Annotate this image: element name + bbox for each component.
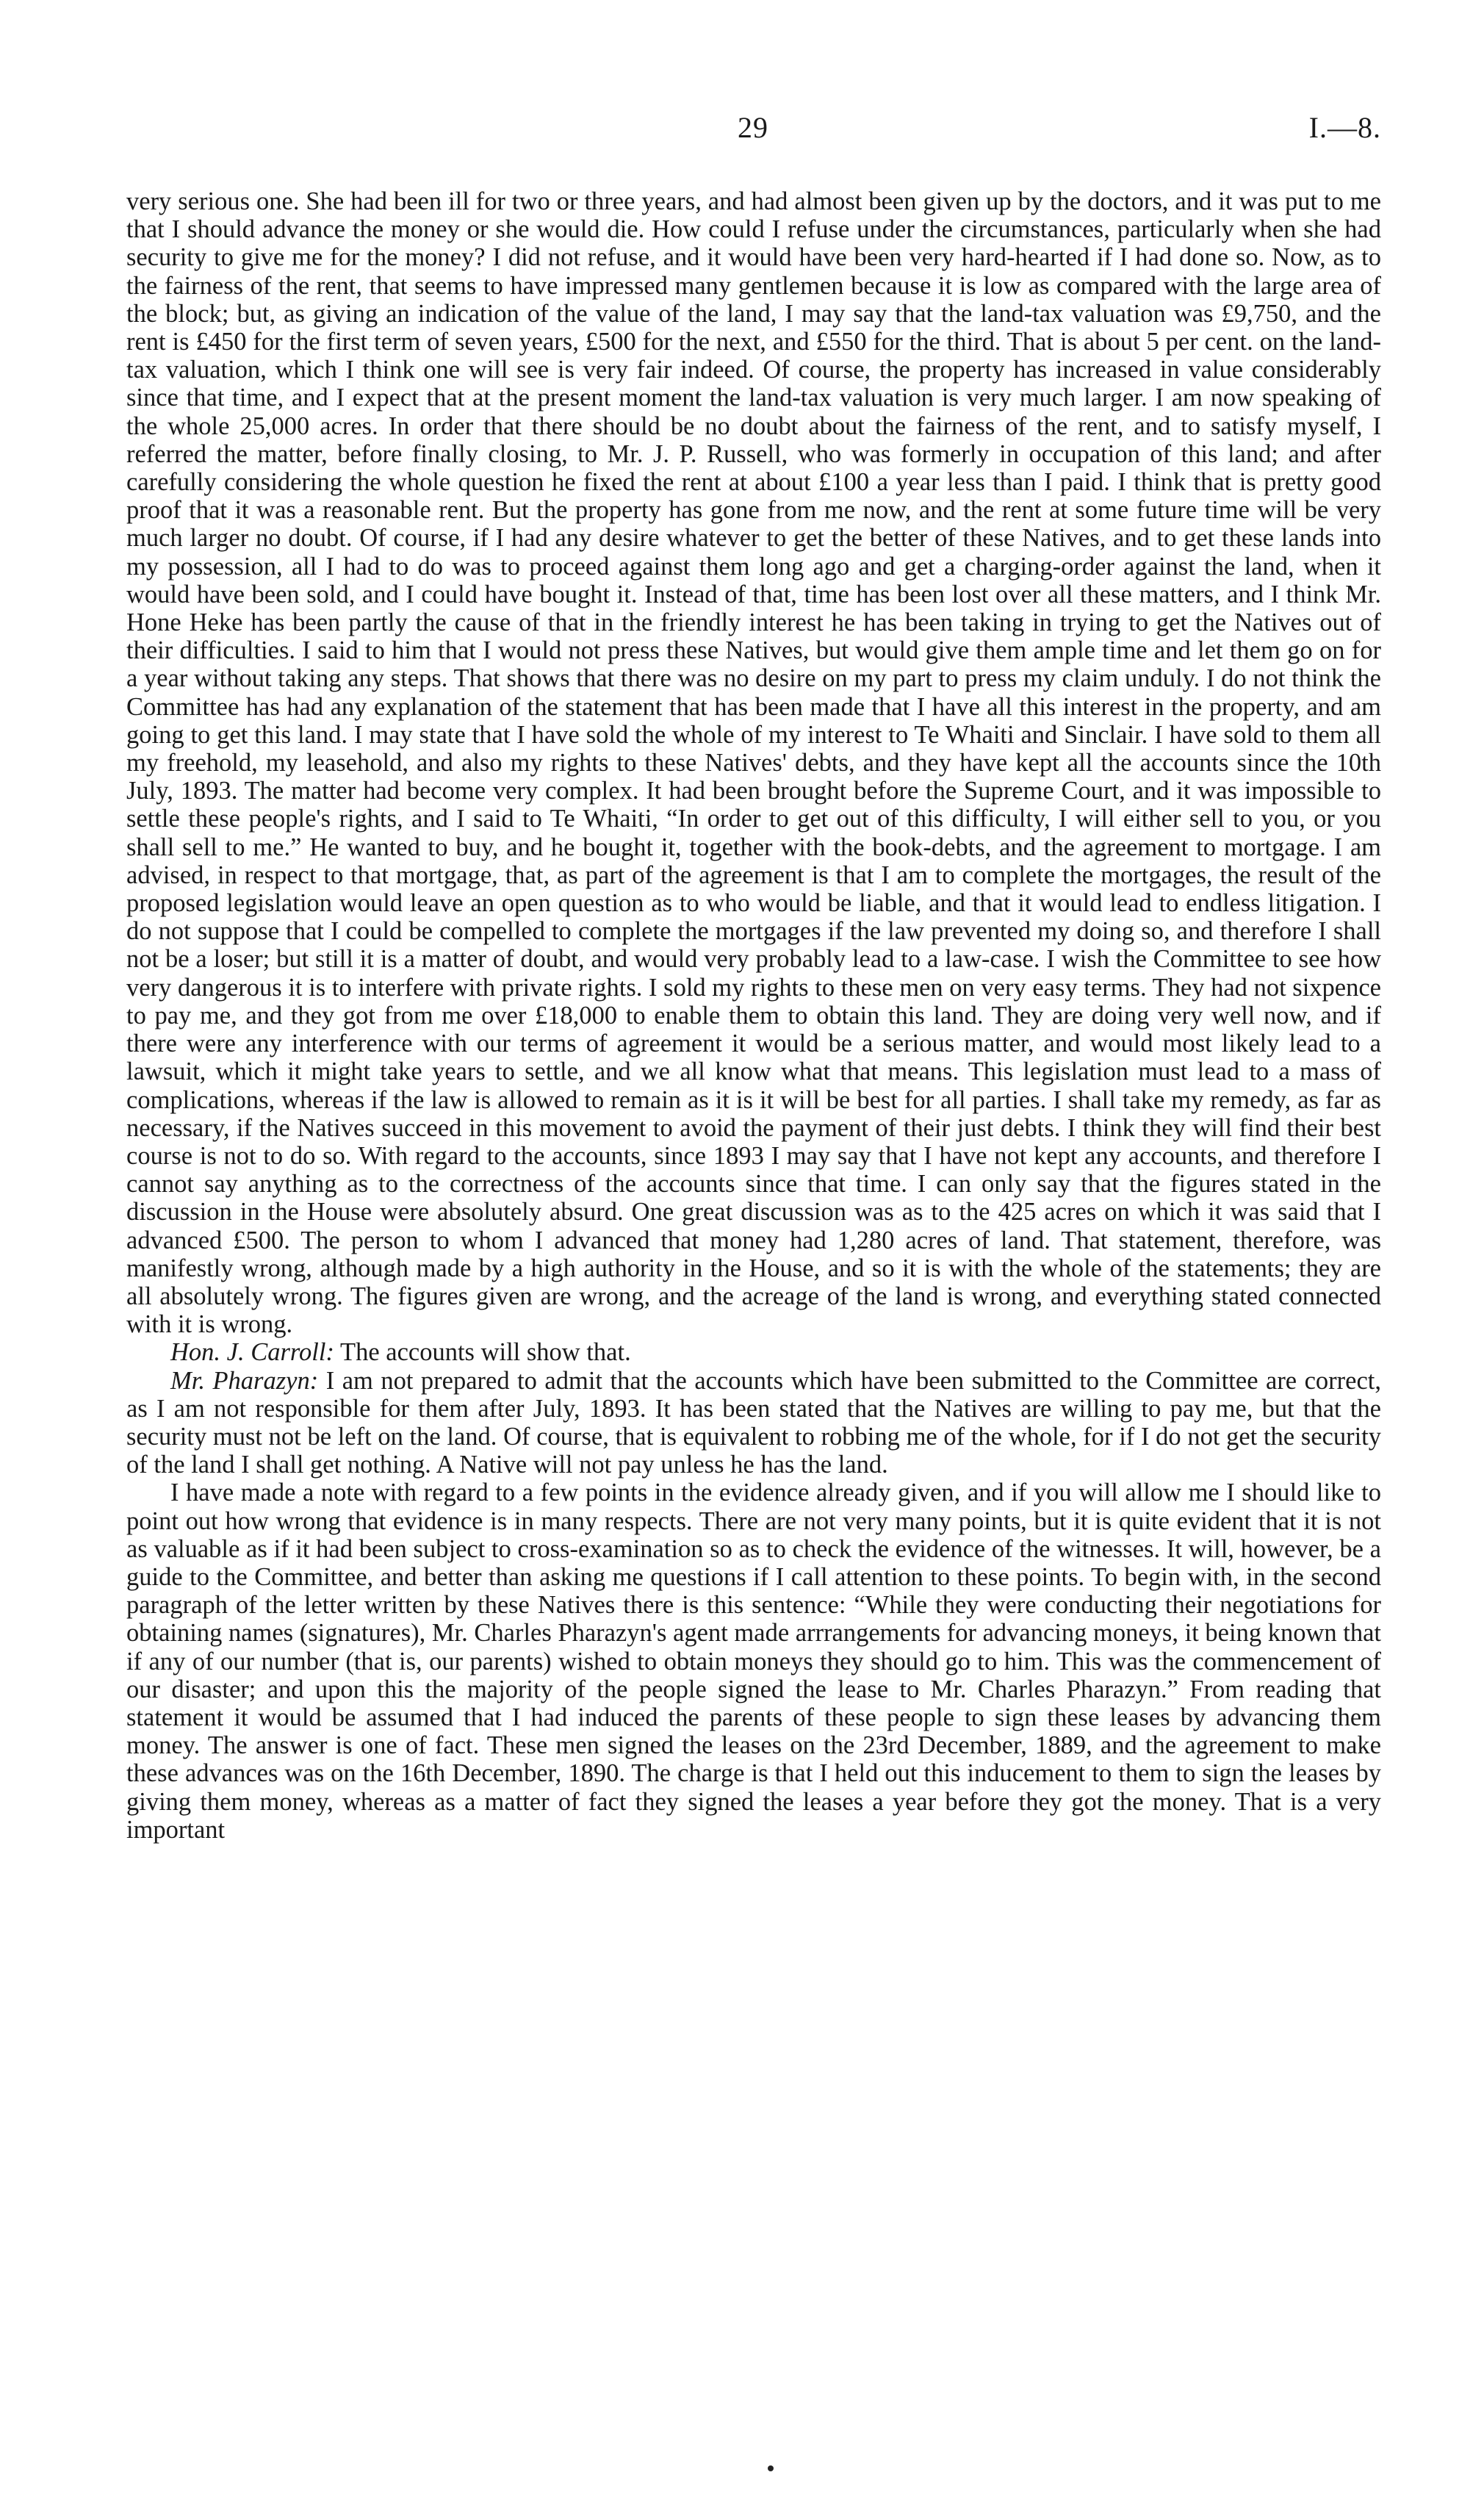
paragraph-evidence-continued — [126, 187, 1381, 1338]
paragraph-text: I am not prepared to admit that the accounts which have been submitted to the Committee are correct, as I am not responsible for them after July, 1893. It has been stated that the Natives are willing to pay me, but that the security must not be left on the land. Of course, that is equivalent to robbing me of the whole, for if I do not get the security of the land I shall get nothing. A Native will not pay unless he has the land. — [126, 1366, 1381, 1479]
speaker-name: Hon. J. Carroll: — [170, 1338, 334, 1367]
document-reference: I.—8. — [1308, 111, 1381, 144]
body-text — [126, 187, 1381, 1844]
paragraph-pharazyn-reply — [126, 1367, 1381, 1479]
page-footer-mark — [768, 2465, 774, 2471]
paragraph-text: The accounts will show that. — [340, 1338, 631, 1367]
page-header — [125, 110, 1381, 154]
paragraph-text: I have made a note with regard to a few points in the evidence already given, and if you will allow me I should like to point out how wrong that evidence is in many respects. There are not very many points, but it is quite evident that it is not as valuable as if it had been subject to cross-examination so as to check the evidence of the witnesses. It will, however, be a guide to the Committee, and better than asking me questions if I call attention to these points. To begin with, in the second paragraph of the letter written by these Natives there is this sentence: “While they were conducting their negotiations for obtaining names (signatures), Mr. Charles Pharazyn's agent made arrrangements for advancing moneys, it being known that if any of our number (that is, our parents) wished to obtain moneys they should go to him. This was the commencement of our disaster; and upon this the majority of the people signed the lease to Mr. Charles Pharazyn.” From reading that statement it would be assumed that I had induced the parents of these people to sign these leases by advancing them money. The answer is one of fact. These men signed the leases on the 23rd December, 1889, and the agreement to make these advances was on the 16th December, 1890. The charge is that I held out this inducement to them to sign the leases by giving them money, whereas as a matter of fact they signed the leases a year before they got the money. That is a very important — [126, 1479, 1381, 1844]
paragraph-carroll-remark — [126, 1338, 1381, 1366]
paragraph-evidence-notes — [126, 1479, 1381, 1844]
paragraph-text: very serious one. She had been ill for two or three years, and had almost been given up by the doctors, and it was put to me that I should advance the money or she would die. How could I refuse under the circumstances, particularly when she had security to give me for the money? I did not refuse, and it would have been very hard-hearted if I had done so. Now, as to the fairness of the rent, that seems to have impressed many gentlemen because it is low as compared with the large area of the block; but, as giving an indication of the value of the land, I may say that the land-tax valuation was £9,750, and the rent is £450 for the first term of seven years, £500 for the next, and £550 for the third. That is about 5 per cent. on the land-tax valuation, which I think one will see is very fair indeed. Of course, the property has increased in value considerably since that time, and I expect that at the present moment the land-tax valuation is very much larger. I am now speaking of the whole 25,000 acres. In order that there should be no doubt about the fairness of the rent, and to satisfy myself, I referred the matter, before finally closing, to Mr. J. P. Russell, who was formerly in occupation of this land; and after carefully considering the whole question he fixed the rent at about £100 a year less than I paid. I think that is pretty good proof that it was a reasonable rent. But the property has gone from me now, and the rent at some future time will be very much larger no doubt. Of course, if I had any desire whatever to get the better of these Natives, and to get these lands into my possession, all I had to do was to proceed against them long ago and get a charging-order against the land, when it would have been sold, and I could have bought it. Instead of that, time has been lost over all these matters, and I think Mr. Hone Heke has been partly the cause of that in the friendly interest he has been taking in trying to get the Natives out of their difficulties. I said to him that I would not press these Natives, but would give them ample time and let them go on for a year without taking any steps. That shows that there was no desire on my part to press my claim unduly. I do not think the Committee has had any explanation of the statement that has been made that I have all this interest in the property, and am going to get this land. I may state that I have sold the whole of my interest to Te Whaiti and Sinclair. I have sold to them all my freehold, my leasehold, and also my rights to these Natives' debts, and they have kept all the accounts since the 10th July, 1893. The matter had become very complex. It had been brought before the Supreme Court, and it was impossible to settle these people's rights, and I said to Te Whaiti, “In order to get out of this difficulty, I will either sell to you, or you shall sell to me.” He wanted to buy, and he bought it, together with the book-debts, and the agreement to mortgage. I am advised, in respect to that mortgage, that, as part of the agreement is that I am to complete the mortgages, the result of the proposed legislation would leave an open question as to who would be liable, and that it would lead to endless litigation. I do not suppose that I could be compelled to complete the mortgages if the law prevented my doing so, and therefore I shall not be a loser; but still it is a matter of doubt, and would very probably lead to a law-case. I wish the Committee to see how very dangerous it is to interfere with private rights. I sold my rights to these men on very easy terms. They had not sixpence to pay me, and they got from me over £18,000 to enable them to obtain this land. They are doing very well now, and if there were any interference with our terms of agreement it would be a serious matter, and would most likely lead to a lawsuit, which it might take years to settle, and we all know what that means. This legislation must lead to a mass of complications, whereas if the law is allowed to remain as it is it will be best for all parties. I shall take my remedy, as far as necessary, if the Natives succeed in this movement to avoid the payment of their just debts. I think they will find their best course is not to do so. With regard to the accounts, since 1893 I may say that I have not kept any accounts, and therefore I cannot say anything as to the correctness of the accounts since that time. I can only say that the figures stated in the discussion in the House were absolutely absurd. One great discussion was as to the 425 acres on which it was said that I advanced £500. The person to whom I advanced that money had 1,280 acres of land. That statement, therefore, was manifestly wrong, although made by a high authority in the House, and so it is with the whole of the statements; they are all absolutely wrong. The figures given are wrong, and the acreage of the land is wrong, and everything stated connected with it is wrong. — [126, 187, 1381, 1339]
speaker-name: Mr. Pharazyn: — [170, 1366, 319, 1395]
page-number: 29 — [738, 111, 768, 144]
